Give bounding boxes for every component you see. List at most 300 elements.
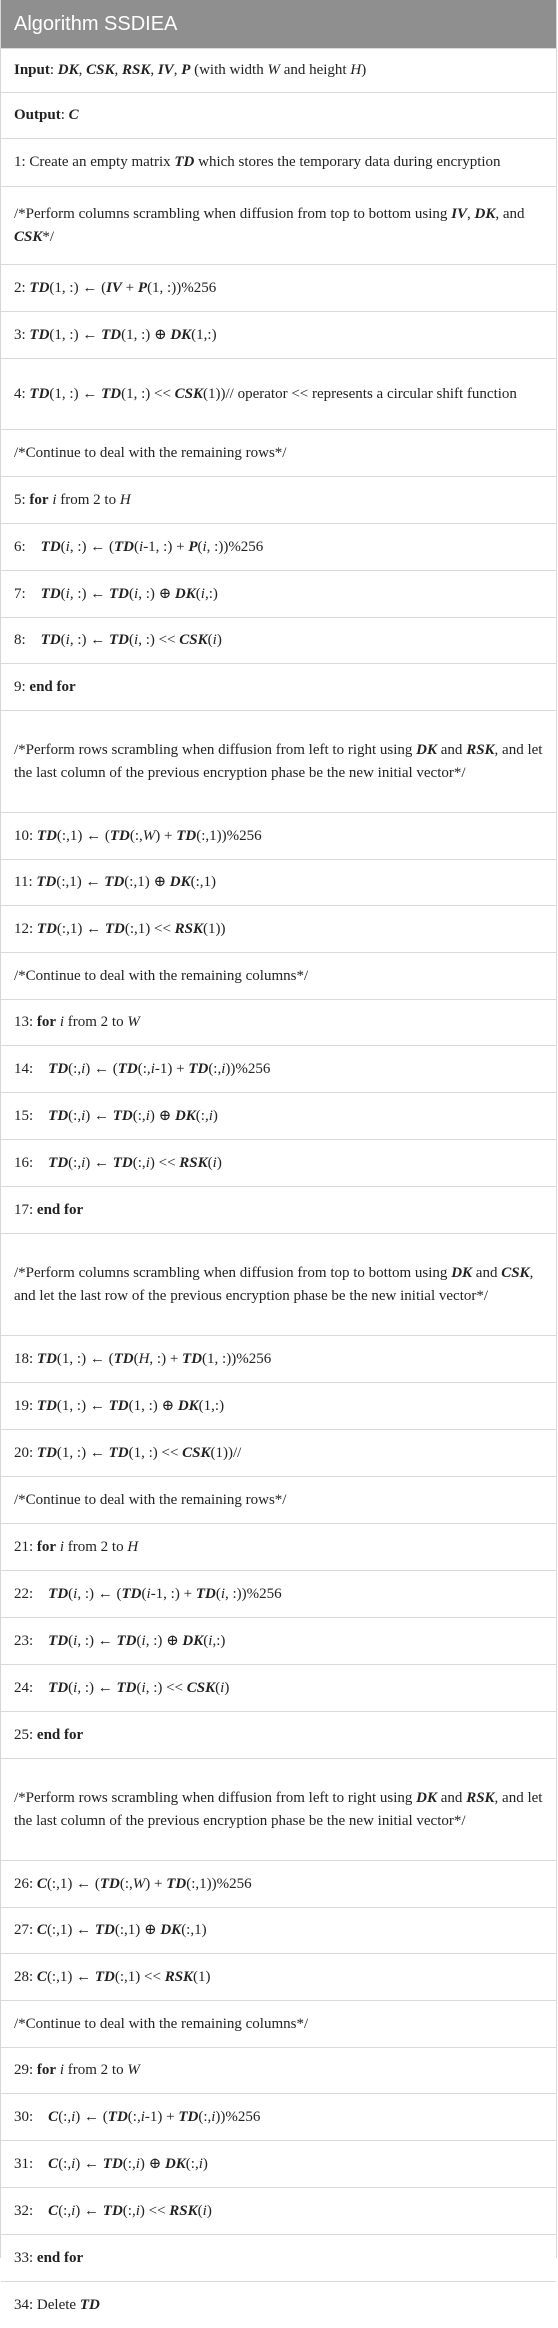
algorithm-token: (:, — [129, 827, 143, 844]
algorithm-token: and — [472, 1264, 502, 1281]
algorithm-token: , :) + — [149, 1350, 183, 1367]
algorithm-token: (1))// operator << represents a circular shift function — [203, 385, 517, 402]
algorithm-token: TD — [48, 1632, 69, 1649]
algorithm-token: */ — [42, 228, 55, 245]
algorithm-token: CSK — [86, 62, 115, 78]
algorithm-token: TD — [29, 385, 50, 402]
algorithm-token: /*Perform rows scrambling when diffusion from left to right using — [14, 741, 417, 758]
algorithm-token: TD — [102, 2202, 123, 2219]
algorithm-token: ( — [203, 1632, 209, 1649]
algorithm-token: ( — [195, 585, 201, 602]
algorithm-token: 27: — [14, 1922, 37, 1938]
algorithm-token: TD — [109, 827, 130, 844]
algorithm-token: ) — [216, 1154, 222, 1171]
algorithm-line — [1, 2187, 556, 2234]
algorithm-token: , :) ← ( — [77, 1585, 122, 1602]
algorithm-token: 21: — [14, 1538, 37, 1555]
algorithm-line — [1, 1907, 556, 1953]
algorithm-token: i — [211, 2108, 216, 2125]
algorithm-token: 2: — [14, 279, 30, 296]
algorithm-token: C — [48, 2202, 59, 2219]
algorithm-token: TD — [29, 279, 50, 296]
algorithm-line-text — [14, 1724, 543, 1747]
algorithm-token: TD — [104, 920, 125, 937]
algorithm-token: i — [198, 2155, 203, 2172]
algorithm-token: 33: — [14, 2249, 37, 2266]
algorithm-line — [1, 138, 556, 186]
algorithm-token: TD — [116, 1679, 137, 1696]
algorithm-token: TD — [48, 1679, 69, 1696]
algorithm-token: (:, — [68, 1107, 82, 1124]
algorithm-token: i — [139, 538, 144, 555]
algorithm-line-text — [14, 383, 543, 406]
algorithm-token: TD — [40, 632, 61, 648]
algorithm-token: ) — [212, 1107, 218, 1124]
algorithm-token: i — [59, 2062, 64, 2078]
algorithm-line — [1, 570, 556, 617]
algorithm-line-text — [14, 1348, 543, 1371]
algorithm-token: ) ⊕ — [139, 2155, 165, 2172]
algorithm-token: (:, — [132, 1154, 146, 1171]
algorithm-token: 19: — [14, 1397, 37, 1414]
algorithm-token: ( — [136, 1679, 142, 1696]
algorithm-token: DK — [169, 874, 191, 890]
algorithm-token: , :))%256 — [224, 1585, 282, 1602]
algorithm-token: (:,1))%256 — [186, 1875, 252, 1892]
algorithm-token: TD — [36, 874, 57, 890]
algorithm-token: /*Continue to deal with the remaining columns*/ — [14, 967, 309, 984]
algorithm-token: (:,1) ← ( — [56, 827, 110, 844]
algorithm-line — [1, 523, 556, 570]
algorithm-token: CSK — [179, 632, 208, 648]
algorithm-token: (:, — [185, 2155, 199, 2172]
algorithm-token: TD — [48, 1107, 69, 1124]
algorithm-token: i — [65, 538, 70, 555]
algorithm-token: , :) ← — [77, 1632, 117, 1649]
algorithm-token: ( — [68, 1679, 74, 1696]
algorithm-token: (1,:) — [191, 326, 217, 343]
algorithm-token: RSK — [174, 920, 204, 937]
algorithm-token: i — [81, 1154, 86, 1171]
algorithm-line-text — [14, 1919, 543, 1942]
algorithm-line-text — [14, 1787, 543, 1833]
algorithm-token: + — [121, 279, 138, 296]
algorithm-line-text — [14, 1395, 543, 1418]
algorithm-line — [1, 1570, 556, 1617]
algorithm-line — [1, 2281, 556, 2328]
algorithm-token: RSK — [179, 1154, 208, 1171]
algorithm-token: TD — [36, 1444, 57, 1461]
algorithm-token: TD — [108, 1444, 129, 1461]
algorithm-token: (:,1) << — [124, 920, 175, 937]
algorithm-token: 28: — [14, 1968, 37, 1985]
algorithm-token: ) — [224, 1679, 230, 1696]
algorithm-token: ,:) — [212, 1632, 226, 1649]
algorithm-token: end for — [36, 1726, 84, 1743]
algorithm-token: 24: — [14, 1679, 49, 1696]
algorithm-token: ( — [197, 538, 203, 555]
algorithm-token: ) ← — [75, 2155, 103, 2172]
algorithm-token: 16: — [14, 1154, 49, 1171]
algorithm-line — [1, 186, 556, 264]
algorithm-token: 34: Delete — [14, 2296, 80, 2313]
algorithm-token: , and let the last column of the previous encryption phase be the new initial vector*/ — [14, 741, 543, 781]
algorithm-token: DK — [170, 326, 192, 343]
algorithm-line-text — [14, 1966, 543, 1989]
algorithm-token: , :) ← ( — [69, 538, 115, 555]
algorithm-line-text — [14, 825, 543, 848]
algorithm-token: 30: — [14, 2108, 49, 2125]
algorithm-line-text — [14, 1873, 543, 1896]
algorithm-token: Input — [14, 62, 50, 78]
algorithm-line — [1, 1523, 556, 1570]
algorithm-token: /*Perform columns scrambling when diffusion from top to bottom using — [14, 1264, 452, 1281]
algorithm-token: ( — [215, 1679, 221, 1696]
algorithm-token: ( — [68, 1632, 74, 1649]
algorithm-line-text — [14, 203, 543, 249]
algorithm-line — [1, 48, 556, 92]
algorithm-token: /*Perform columns scrambling when diffusion from top to bottom using — [14, 205, 452, 222]
algorithm-token: , :) ← — [77, 1679, 117, 1696]
algorithm-line — [1, 2093, 556, 2140]
algorithm-token: C — [36, 1922, 47, 1938]
algorithm-token: W — [142, 827, 156, 844]
algorithm-token: and — [437, 741, 467, 758]
algorithm-token: , :))%256 — [206, 538, 264, 555]
algorithm-token: and height — [279, 62, 351, 78]
algorithm-token: TD — [101, 385, 122, 402]
algorithm-token: TD — [36, 920, 57, 937]
algorithm-token: DK — [182, 1632, 204, 1649]
algorithm-token: (1))// — [210, 1444, 242, 1461]
algorithm-token: ) — [202, 2155, 208, 2172]
algorithm-token: end for — [36, 2249, 84, 2266]
algorithm-token: i — [71, 2155, 76, 2172]
algorithm-lines — [1, 48, 556, 2328]
algorithm-token: TD — [48, 1154, 69, 1171]
algorithm-token: (1, :) ← — [49, 385, 102, 402]
algorithm-token: 6: — [14, 538, 41, 555]
algorithm-token: for — [36, 2062, 57, 2078]
algorithm-line — [1, 1092, 556, 1139]
algorithm-line-text — [14, 489, 543, 512]
algorithm-token: i — [134, 585, 139, 602]
algorithm-token: 25: — [14, 1726, 37, 1743]
algorithm-token: (:, — [58, 2108, 72, 2125]
algorithm-line-text — [14, 104, 543, 127]
algorithm-line-text — [14, 1105, 543, 1128]
algorithm-token: TD — [108, 1397, 129, 1414]
algorithm-token: DK — [451, 1264, 473, 1281]
algorithm-token: ( — [129, 632, 135, 648]
algorithm-token: IV — [451, 205, 468, 222]
algorithm-title: Algorithm SSDIEA — [1, 0, 556, 48]
algorithm-token: , — [467, 205, 475, 222]
algorithm-token: (1, :) ← ( — [56, 1350, 114, 1367]
algorithm-token: (:, — [119, 1875, 133, 1892]
algorithm-line — [1, 311, 556, 358]
algorithm-token: C — [36, 1968, 47, 1985]
algorithm-line-text — [14, 1152, 543, 1175]
algorithm-token: DK — [164, 2155, 186, 2172]
algorithm-token: : — [60, 107, 69, 123]
algorithm-token: , — [114, 62, 122, 78]
algorithm-token: H — [127, 1538, 139, 1555]
algorithm-token: C — [68, 107, 79, 123]
algorithm-token: which stores the temporary data during encryption — [194, 154, 501, 170]
algorithm-token: ( — [207, 632, 213, 648]
algorithm-token: 12: — [14, 920, 37, 937]
algorithm-token: -1, :) + — [150, 1585, 196, 1602]
algorithm-token: TD — [195, 1585, 216, 1602]
algorithm-token: , and let the last row of the previous encryption phase be the new initial vector*/ — [14, 1264, 534, 1304]
algorithm-token: ) << — [139, 2202, 170, 2219]
algorithm-token: C — [36, 1875, 47, 1892]
algorithm-token: ) ← ( — [85, 1060, 118, 1077]
algorithm-line — [1, 476, 556, 523]
algorithm-line — [1, 1382, 556, 1429]
algorithm-token: i — [141, 1679, 146, 1696]
algorithm-token: W — [127, 2062, 140, 2078]
algorithm-line-text — [14, 2059, 543, 2082]
algorithm-token: ) — [361, 62, 367, 78]
algorithm-token: RSK — [169, 2202, 198, 2219]
algorithm-token: W — [127, 1014, 140, 1030]
algorithm-line — [1, 812, 556, 859]
algorithm-token: (:,1) ⊕ — [124, 874, 170, 890]
algorithm-token: 3: — [14, 326, 30, 343]
algorithm-token: , :) ← — [69, 585, 110, 602]
algorithm-line-text — [14, 583, 543, 606]
algorithm-line-text — [14, 1058, 543, 1081]
algorithm-token: C — [48, 2108, 59, 2125]
algorithm-token: for — [36, 1538, 57, 1555]
algorithm-token: 13: — [14, 1014, 37, 1030]
algorithm-token: i — [141, 1632, 146, 1649]
algorithm-token: i — [140, 2108, 145, 2125]
algorithm-token: ) ← — [75, 2202, 103, 2219]
algorithm-token: DK — [416, 741, 438, 758]
algorithm-token: 4: — [14, 385, 30, 402]
algorithm-token: , and — [495, 205, 525, 222]
algorithm-token: TD — [104, 874, 125, 890]
algorithm-token: TD — [109, 585, 130, 602]
algorithm-line-text — [14, 1011, 543, 1034]
algorithm-token: 8: — [14, 632, 41, 648]
algorithm-token: (:, — [58, 2202, 72, 2219]
algorithm-token: TD — [36, 1350, 57, 1367]
algorithm-token: (:, — [68, 1154, 82, 1171]
algorithm-token: (:,1))%256 — [196, 827, 262, 844]
algorithm-token: i — [135, 2202, 140, 2219]
algorithm-token: 17: — [14, 1201, 37, 1218]
algorithm-token: i — [146, 1585, 151, 1602]
algorithm-token: , :) << — [138, 632, 180, 648]
algorithm-token: i — [134, 632, 139, 648]
algorithm-token: i — [73, 1679, 78, 1696]
algorithm-token: -1) + — [154, 1060, 189, 1077]
algorithm-token: end for — [29, 678, 76, 695]
algorithm-line — [1, 2140, 556, 2187]
algorithm-token: 32: — [14, 2202, 49, 2219]
algorithm-line-text — [14, 59, 543, 82]
algorithm-token: (1, :) ⊕ — [121, 326, 171, 343]
algorithm-line — [1, 952, 556, 999]
algorithm-token: DK — [474, 205, 496, 222]
algorithm-token: i — [145, 1107, 150, 1124]
algorithm-token: from 2 to — [64, 1538, 128, 1555]
algorithm-line — [1, 1617, 556, 1664]
algorithm-line — [1, 1860, 556, 1907]
algorithm-token: 15: — [14, 1107, 49, 1124]
algorithm-token: 23: — [14, 1632, 49, 1649]
algorithm-token: ) ← — [85, 1107, 113, 1124]
algorithm-token: i — [221, 1060, 226, 1077]
algorithm-token: DK — [174, 585, 196, 602]
algorithm-token: , :) << — [145, 1679, 187, 1696]
algorithm-token: ) — [206, 2202, 212, 2219]
algorithm-token: ( — [207, 1154, 213, 1171]
algorithm-line-text — [14, 2106, 543, 2129]
algorithm-token: i — [59, 1014, 64, 1030]
algorithm-line-text — [14, 918, 543, 941]
algorithm-token: 9: — [14, 678, 30, 695]
algorithm-line — [1, 905, 556, 952]
algorithm-token: for — [29, 491, 49, 508]
algorithm-token: (:, — [137, 1060, 151, 1077]
algorithm-token: -1, :) + — [143, 538, 189, 555]
algorithm-token: TD — [36, 1397, 57, 1414]
algorithm-token: i — [208, 1107, 213, 1124]
algorithm-token: end for — [36, 1201, 84, 1218]
algorithm-token: TD — [40, 538, 61, 555]
algorithm-token: C — [48, 2155, 59, 2172]
algorithm-token: i — [212, 632, 217, 648]
algorithm-token: i — [81, 1107, 86, 1124]
algorithm-line-text — [14, 536, 543, 559]
algorithm-token: i — [220, 1679, 225, 1696]
algorithm-line — [1, 1476, 556, 1523]
algorithm-token: (1,:) — [198, 1397, 225, 1414]
algorithm-token: (:, — [58, 2155, 72, 2172]
algorithm-token: TD — [107, 2108, 128, 2125]
algorithm-token: TD — [121, 1585, 142, 1602]
algorithm-token: ))%256 — [215, 2108, 261, 2125]
algorithm-token: (:, — [132, 1107, 146, 1124]
algorithm-token: TD — [112, 1107, 133, 1124]
algorithm-line — [1, 1429, 556, 1476]
algorithm-token: ) << — [149, 1154, 180, 1171]
algorithm-line-text — [14, 1677, 543, 1700]
algorithm-token: TD — [29, 326, 50, 343]
algorithm-line — [1, 1186, 556, 1233]
algorithm-token: , — [173, 62, 182, 78]
algorithm-token: TD — [48, 1585, 69, 1602]
algorithm-token: (1, :) ⊕ — [128, 1397, 178, 1414]
algorithm-token: ( — [68, 1585, 74, 1602]
algorithm-token: ,:) — [204, 585, 218, 602]
algorithm-token: , — [150, 62, 158, 78]
algorithm-token: CSK — [186, 1679, 216, 1696]
algorithm-token: i — [52, 491, 57, 508]
algorithm-token: TD — [114, 538, 135, 555]
algorithm-token: ( — [136, 1632, 142, 1649]
algorithm-token: -1) + — [144, 2108, 179, 2125]
algorithm-line-text — [14, 1262, 543, 1308]
algorithm-line-text — [14, 2013, 543, 2036]
algorithm-token: 31: — [14, 2155, 49, 2172]
algorithm-token: RSK — [466, 741, 495, 758]
algorithm-token: i — [220, 1585, 225, 1602]
algorithm-line — [1, 1664, 556, 1711]
algorithm-token: 20: — [14, 1444, 37, 1461]
algorithm-line-text — [14, 1199, 543, 1222]
algorithm-line-text — [14, 739, 543, 785]
algorithm-token: (:,1) ← — [46, 1922, 95, 1938]
algorithm-token: TD — [166, 1875, 187, 1892]
algorithm-token: RSK — [466, 1789, 495, 1806]
algorithm-token: i — [81, 1060, 86, 1077]
algorithm-token: TD — [101, 326, 122, 343]
algorithm-token: (:, — [68, 1060, 82, 1077]
algorithm-token: (:,1) ← — [56, 920, 105, 937]
algorithm-token: /*Perform rows scrambling when diffusion from left to right using — [14, 1789, 417, 1806]
algorithm-line-text — [14, 2247, 543, 2270]
algorithm-token: TD — [174, 154, 195, 170]
algorithm-token: (:,1) — [181, 1922, 207, 1938]
algorithm-line — [1, 1045, 556, 1092]
algorithm-token: i — [200, 585, 205, 602]
algorithm-token: (1, :))%256 — [147, 279, 217, 296]
algorithm-line-text — [14, 1489, 543, 1512]
algorithm-token: TD — [116, 1632, 137, 1649]
algorithm-line-text — [14, 676, 543, 699]
algorithm-line — [1, 710, 556, 812]
algorithm-token: 7: — [14, 585, 41, 602]
algorithm-token: (1, :) ← — [56, 1444, 109, 1461]
algorithm-token: RSK — [121, 62, 151, 78]
algorithm-token: DK — [57, 62, 79, 78]
algorithm-token: ( — [60, 632, 66, 648]
algorithm-token: ( — [60, 585, 66, 602]
algorithm-token: 1: Create an empty matrix — [14, 154, 175, 170]
algorithm-token: TD — [188, 1060, 209, 1077]
algorithm-token: CSK — [501, 1264, 530, 1281]
algorithm-token: , :) ⊕ — [138, 585, 175, 602]
algorithm-token: RSK — [164, 1968, 194, 1985]
algorithm-token: (:,1) — [190, 874, 217, 890]
algorithm-line — [1, 358, 556, 429]
algorithm-token: IV — [106, 279, 122, 296]
algorithm-token: CSK — [14, 228, 43, 245]
algorithm-line — [1, 264, 556, 311]
algorithm-token: from 2 to — [64, 1014, 128, 1030]
algorithm-token: H — [350, 62, 362, 78]
algorithm-line — [1, 2234, 556, 2281]
algorithm-token: (:, — [122, 2202, 136, 2219]
algorithm-token: 26: — [14, 1875, 37, 1892]
algorithm-token: Output — [14, 107, 61, 123]
algorithm-token: ( — [133, 1350, 139, 1367]
algorithm-token: i — [65, 632, 70, 648]
algorithm-token: P — [188, 538, 198, 555]
algorithm-line — [1, 1953, 556, 2000]
algorithm-token: i — [145, 1154, 150, 1171]
algorithm-token: and — [437, 1789, 467, 1806]
algorithm-line — [1, 92, 556, 138]
algorithm-token: (:,1) ← — [56, 874, 105, 890]
algorithm-token: /*Continue to deal with the remaining rows*/ — [14, 444, 287, 461]
